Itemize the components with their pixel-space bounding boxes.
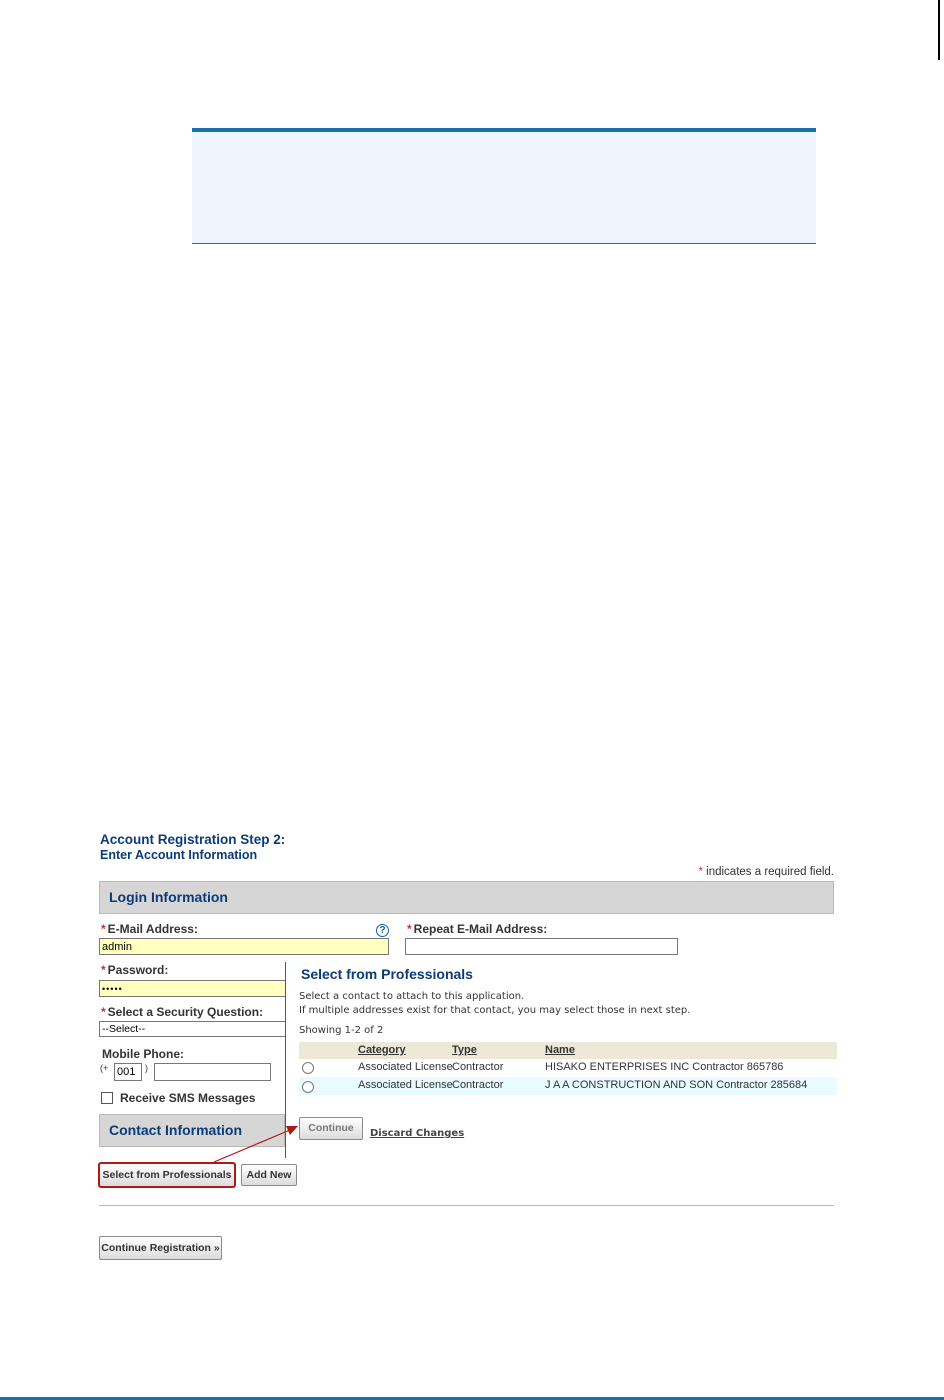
password-label: * Password:: [101, 963, 169, 977]
page-subtitle: Enter Account Information: [100, 848, 258, 862]
row-1-type: Contractor: [452, 1061, 504, 1073]
repeat-email-field[interactable]: [405, 938, 678, 955]
security-question-label-text: Select a Security Question:: [107, 1005, 264, 1019]
popup-description-2: If multiple addresses exist for that contact, you may select those in next step.: [299, 1005, 691, 1016]
security-question-select[interactable]: --Select--: [99, 1021, 286, 1037]
country-code-prefix: (+: [100, 1063, 109, 1073]
row-radio-2[interactable]: [302, 1081, 314, 1093]
divider: [99, 1205, 834, 1206]
column-header-name[interactable]: Name: [545, 1044, 575, 1056]
contact-information-header: Contact Information: [99, 1114, 285, 1147]
column-header-category[interactable]: Category: [358, 1044, 406, 1056]
password-field[interactable]: [99, 980, 286, 997]
row-2-category: Associated License: [358, 1079, 453, 1091]
country-code-field[interactable]: [114, 1063, 142, 1081]
discard-changes-link[interactable]: Discard Changes: [370, 1128, 465, 1139]
receive-sms-checkbox[interactable]: [101, 1092, 113, 1104]
mobile-phone-field[interactable]: [154, 1063, 271, 1081]
login-information-header: Login Information: [99, 881, 834, 914]
receive-sms-label: Receive SMS Messages: [120, 1091, 256, 1105]
continue-registration-button[interactable]: Continue Registration »: [99, 1236, 222, 1260]
row-1-category: Associated License: [358, 1061, 453, 1073]
select-from-professionals-button[interactable]: Select from Professionals: [99, 1163, 235, 1187]
add-new-button[interactable]: Add New: [241, 1164, 297, 1186]
required-note-text: indicates a required field.: [706, 866, 834, 878]
popup-divider: [285, 962, 286, 1158]
note-box: [192, 128, 816, 244]
security-question-label: * Select a Security Question:: [101, 1005, 264, 1019]
row-1-name: HISAKO ENTERPRISES INC Contractor 865786: [545, 1061, 784, 1073]
country-code-suffix: ): [145, 1063, 148, 1073]
page-title: Account Registration Step 2:: [100, 832, 286, 847]
repeat-email-label: * Repeat E-Mail Address:: [407, 922, 548, 936]
repeat-email-label-text: Repeat E-Mail Address:: [413, 922, 548, 936]
continue-button[interactable]: Continue: [299, 1117, 363, 1140]
results-count: Showing 1-2 of 2: [299, 1025, 384, 1036]
popup-description-1: Select a contact to attach to this application.: [299, 991, 525, 1002]
row-2-type: Contractor: [452, 1079, 504, 1091]
email-label-text: E-Mail Address:: [107, 922, 198, 936]
mobile-phone-label: Mobile Phone:: [102, 1047, 184, 1061]
annotation-arrow-icon: [210, 1120, 300, 1165]
required-star: *: [698, 866, 703, 878]
email-field[interactable]: [99, 938, 389, 955]
column-header-type[interactable]: Type: [452, 1044, 477, 1056]
email-label: * E-Mail Address:: [101, 922, 198, 936]
help-icon[interactable]: ?: [376, 924, 389, 937]
password-label-text: Password:: [107, 963, 169, 977]
popup-title: Select from Professionals: [301, 966, 473, 982]
row-radio-1[interactable]: [302, 1062, 314, 1074]
page-edge-rule: [938, 0, 940, 60]
required-field-note: [600, 866, 834, 878]
row-2-name: J A A CONSTRUCTION AND SON Contractor 285684: [545, 1079, 808, 1091]
